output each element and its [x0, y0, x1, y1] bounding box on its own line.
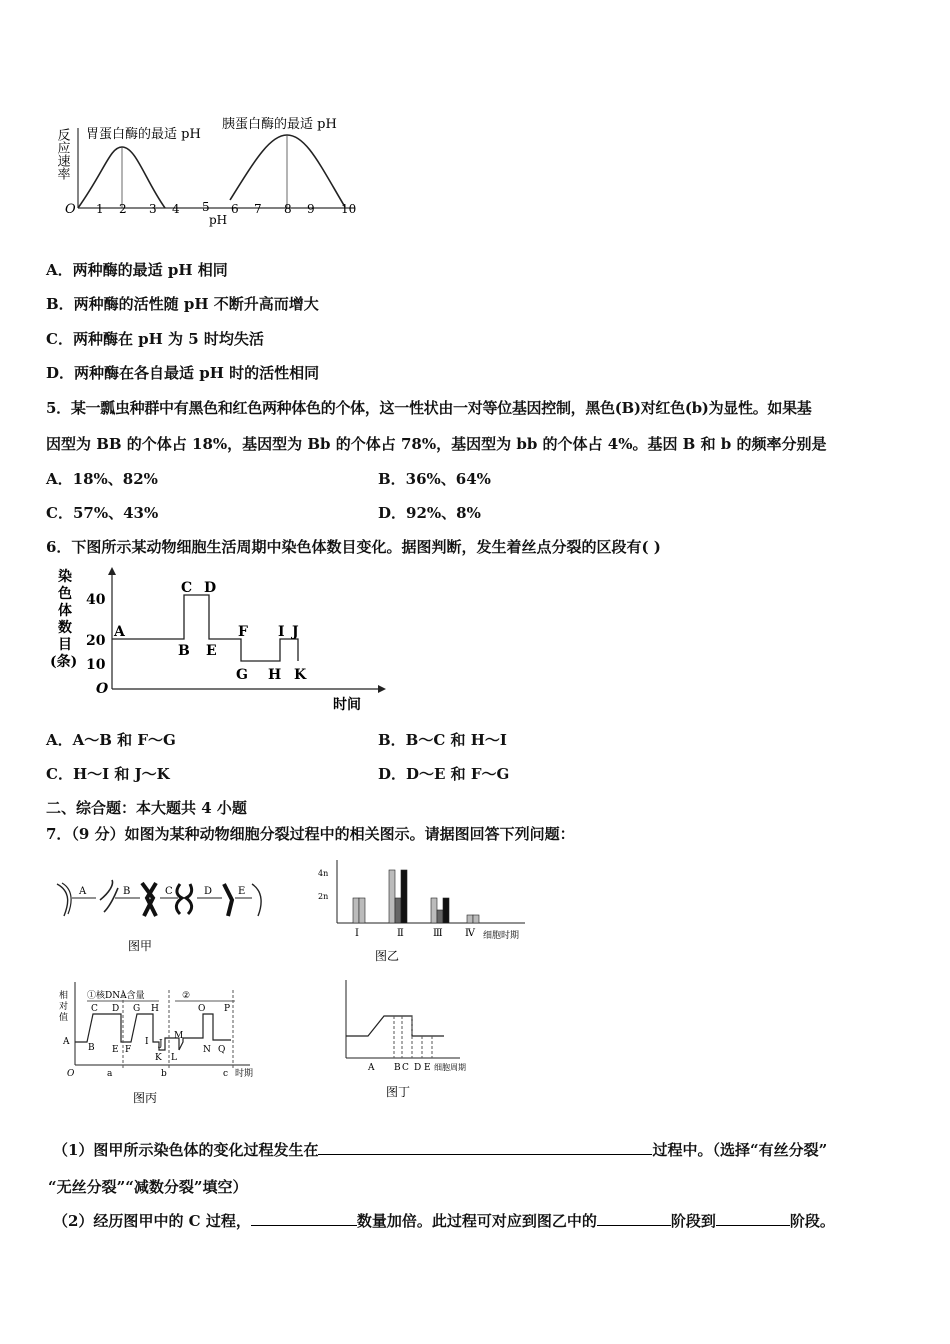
rate-axis-label: 反应速率 [54, 128, 70, 180]
point-label: F [238, 624, 248, 640]
q4-option-b[interactable]: B．两种酶的活性随 pH 不断升高而增大 [46, 295, 319, 313]
separated-chromosome [176, 884, 191, 914]
q4-option-a[interactable]: A．两种酶的最适 pH 相同 [46, 261, 228, 279]
q6-option-d[interactable]: D．D～E 和 F～G [378, 765, 510, 783]
content-line [346, 1016, 444, 1036]
bar [473, 915, 479, 923]
x-axis-label: 时期 [235, 1069, 254, 1079]
bar [431, 898, 437, 923]
point-label: B [178, 643, 190, 659]
y-tick-4n: 4n [318, 869, 329, 878]
q5-stem-line1: 5．某一瓢虫种群中有黑色和红色两种体色的个体，这一性状由一对等位基因控制，黑色(B)对红色(b)为显性。如果基 [46, 399, 812, 417]
point-label: F [125, 1045, 132, 1055]
pepsin-curve [78, 147, 165, 208]
x-axis-label: 细胞时期 [483, 931, 520, 941]
legend-2: ② [182, 991, 191, 1001]
point-label: D [204, 580, 217, 596]
bar [467, 915, 473, 923]
y-tick-40: 40 [86, 592, 106, 608]
q7-sub2-text-b: 数量加倍。此过程可对应到图乙中的 [356, 1212, 597, 1230]
answer-blank-4[interactable] [716, 1211, 790, 1226]
y-ticks [86, 592, 106, 673]
y-axis-arrow [108, 567, 116, 575]
ph-tick-label: 2 [119, 202, 127, 216]
fig-caption: 图丁 [386, 1085, 411, 1099]
q6-stem: 6．下图所示某动物细胞生活周期中染色体数目变化。据图判断，发生着丝点分裂的区段有( ) [46, 538, 661, 556]
q7-sub1-line1 [53, 1140, 827, 1160]
ph-tick-label: 3 [149, 202, 157, 216]
chromosome-count-line [112, 595, 298, 661]
point-label: K [294, 667, 307, 683]
q7-sub1-text-a: （1）图甲所示染色体的变化过程发生在 [53, 1141, 319, 1159]
step-label: A [79, 886, 87, 897]
q7-sub2-line [53, 1211, 835, 1231]
bar [389, 870, 395, 923]
phase-label: A [368, 1063, 375, 1073]
q5-option-c[interactable]: C．57%、43% [46, 504, 159, 522]
x-axis-label: 细胞周期 [434, 1063, 466, 1072]
point-label: I [278, 624, 285, 640]
point-label: P [224, 1004, 231, 1014]
point-label: D [112, 1004, 120, 1014]
bar [443, 898, 449, 923]
fig-caption: 图丙 [133, 1091, 158, 1105]
answer-blank-1[interactable] [318, 1140, 652, 1155]
ph-axis-label: pH [209, 213, 228, 227]
point-label: H [151, 1004, 159, 1014]
q7-sub2-text-d: 阶段。 [789, 1212, 835, 1230]
trypsin-curve [230, 135, 345, 207]
phase-dividers [394, 1016, 432, 1058]
y-axis-label [59, 989, 68, 1023]
bar [353, 898, 359, 923]
point-label: C [91, 1004, 98, 1014]
q4-option-d[interactable]: D．两种酶在各自最适 pH 时的活性相同 [46, 364, 320, 382]
point-label: Q [218, 1045, 226, 1055]
chromosome-count-chart [48, 565, 393, 715]
phase-label: C [402, 1063, 409, 1073]
point-label: I [145, 1037, 149, 1047]
point-label: K [155, 1053, 162, 1063]
point-label: E [112, 1045, 119, 1055]
category-label: Ⅳ [465, 928, 475, 939]
trypsin-label: 胰蛋白酶的最适 pH [222, 117, 337, 132]
phase-label: B [394, 1063, 401, 1073]
ph-tick-label: 1 [96, 202, 104, 216]
bar [437, 910, 443, 923]
phase-labels [367, 1063, 431, 1073]
bar [401, 870, 407, 923]
answer-blank-2[interactable] [251, 1211, 357, 1226]
category-label: Ⅲ [433, 928, 443, 939]
y-axis-label [50, 568, 77, 670]
step-label: E [238, 886, 246, 897]
y-label-char: 色 [58, 586, 72, 602]
q5-stem-line2: 因型为 BB 的个体占 18%，基因型为 Bb 的个体占 78%，基因型为 bb 的个体占 4%。基因 B 和 b 的频率分别是 [46, 435, 827, 453]
q6-option-b[interactable]: B．B～C 和 H～I [378, 731, 507, 749]
point-label: C [181, 580, 193, 596]
point-label: B [88, 1043, 95, 1053]
q7-sub1-text-c: “无丝分裂”“减数分裂”填空） [48, 1178, 248, 1196]
chromosome-thread [57, 884, 68, 916]
step-label: D [204, 886, 213, 897]
ph-tick-label: 5 [202, 200, 210, 214]
x-axis-label: 时间 [333, 697, 361, 713]
point-label: N [203, 1045, 211, 1055]
q5-option-d[interactable]: D．92%、8% [378, 504, 481, 522]
point-labels [62, 1004, 230, 1063]
phase-label: E [424, 1063, 431, 1073]
y-label-char: 对 [59, 1002, 69, 1012]
category-label: Ⅰ [355, 928, 359, 939]
y-label-char: 相 [59, 991, 69, 1001]
q5-option-a[interactable]: A．18%、82% [46, 470, 158, 488]
origin-label: O [67, 1069, 75, 1079]
step-label: C [165, 886, 173, 897]
origin-label: O [96, 681, 109, 697]
ph-tick-label: 7 [254, 202, 262, 216]
point-label: H [268, 667, 282, 683]
x-mark-a: a [107, 1069, 113, 1079]
y-tick-2n: 2n [318, 892, 329, 901]
point-label: J [292, 624, 299, 640]
q6-option-a[interactable]: A．A～B 和 F～G [46, 731, 176, 749]
decondensed-chromosome [252, 884, 261, 916]
ph-tick-label: 9 [307, 202, 315, 216]
pepsin-label: 胃蛋白酶的最适 pH [86, 127, 201, 142]
y-label-char: 目 [58, 637, 72, 653]
x-axis-arrow [378, 685, 386, 693]
q7-sub2-text-a: （2）经历图甲中的 C 过程， [53, 1212, 251, 1230]
y-tick-10: 10 [86, 657, 106, 673]
point-labels [113, 580, 307, 683]
ph-tick-label: 10 [341, 202, 357, 216]
ph-tick-label: 4 [172, 202, 180, 216]
point-label: A [114, 624, 125, 640]
fig-bing [55, 980, 275, 1110]
condensed-chromosome [142, 883, 156, 916]
x-mark-b: b [161, 1069, 167, 1079]
duplicated-chromosome [100, 880, 118, 912]
x-mark-c: c [223, 1069, 229, 1079]
y-label-char: 体 [58, 603, 72, 619]
section-heading: 二、综合题：本大题共 4 小题 [46, 799, 247, 817]
ph-tick-label: 6 [231, 202, 239, 216]
origin-label: O [65, 202, 76, 217]
q7-stem: 7．（9 分）如图为某种动物细胞分裂过程中的相关图示。请据图回答下列问题： [46, 825, 575, 843]
legend-dna: ①核DNA含量 [87, 991, 145, 1001]
step-label: B [123, 886, 131, 897]
point-label: J [159, 1039, 163, 1049]
fig-ding [340, 978, 490, 1103]
point-label: O [198, 1004, 206, 1014]
category-label: Ⅱ [397, 928, 404, 939]
q5-option-b[interactable]: B．36%、64% [378, 470, 491, 488]
bar [395, 898, 401, 923]
point-label: M [174, 1031, 184, 1041]
point-label: L [171, 1053, 177, 1063]
fig-caption: 图甲 [128, 939, 153, 953]
y-label-char: 值 [59, 1013, 69, 1023]
q7-sub1-text-b: 过程中。（选择“有丝分裂” [652, 1141, 828, 1159]
category-labels [355, 928, 476, 939]
fig-caption: 图乙 [375, 949, 400, 963]
y-label-char: 染 [58, 569, 72, 585]
answer-blank-3[interactable] [597, 1211, 671, 1226]
q7-sub2-text-c: 阶段到 [670, 1212, 716, 1230]
point-label: E [206, 643, 217, 659]
enzyme-ph-chart [50, 110, 370, 235]
single-chromatid [224, 884, 232, 916]
bar-group [353, 870, 479, 923]
ph-tick-label: 8 [284, 202, 292, 216]
point-label: G [133, 1004, 141, 1014]
y-tick-20: 20 [86, 633, 106, 649]
y-label-char: (条) [50, 654, 78, 670]
fig-jia [52, 878, 277, 958]
q4-option-c[interactable]: C．两种酶在 pH 为 5 时均失活 [46, 330, 264, 348]
bar [359, 898, 365, 923]
y-label-char: 数 [58, 620, 72, 636]
fig-yi [315, 858, 535, 968]
phase-label: D [414, 1063, 422, 1073]
point-label: G [236, 667, 248, 683]
q6-option-c[interactable]: C．H～I 和 J～K [46, 765, 170, 783]
point-label: A [63, 1037, 70, 1047]
